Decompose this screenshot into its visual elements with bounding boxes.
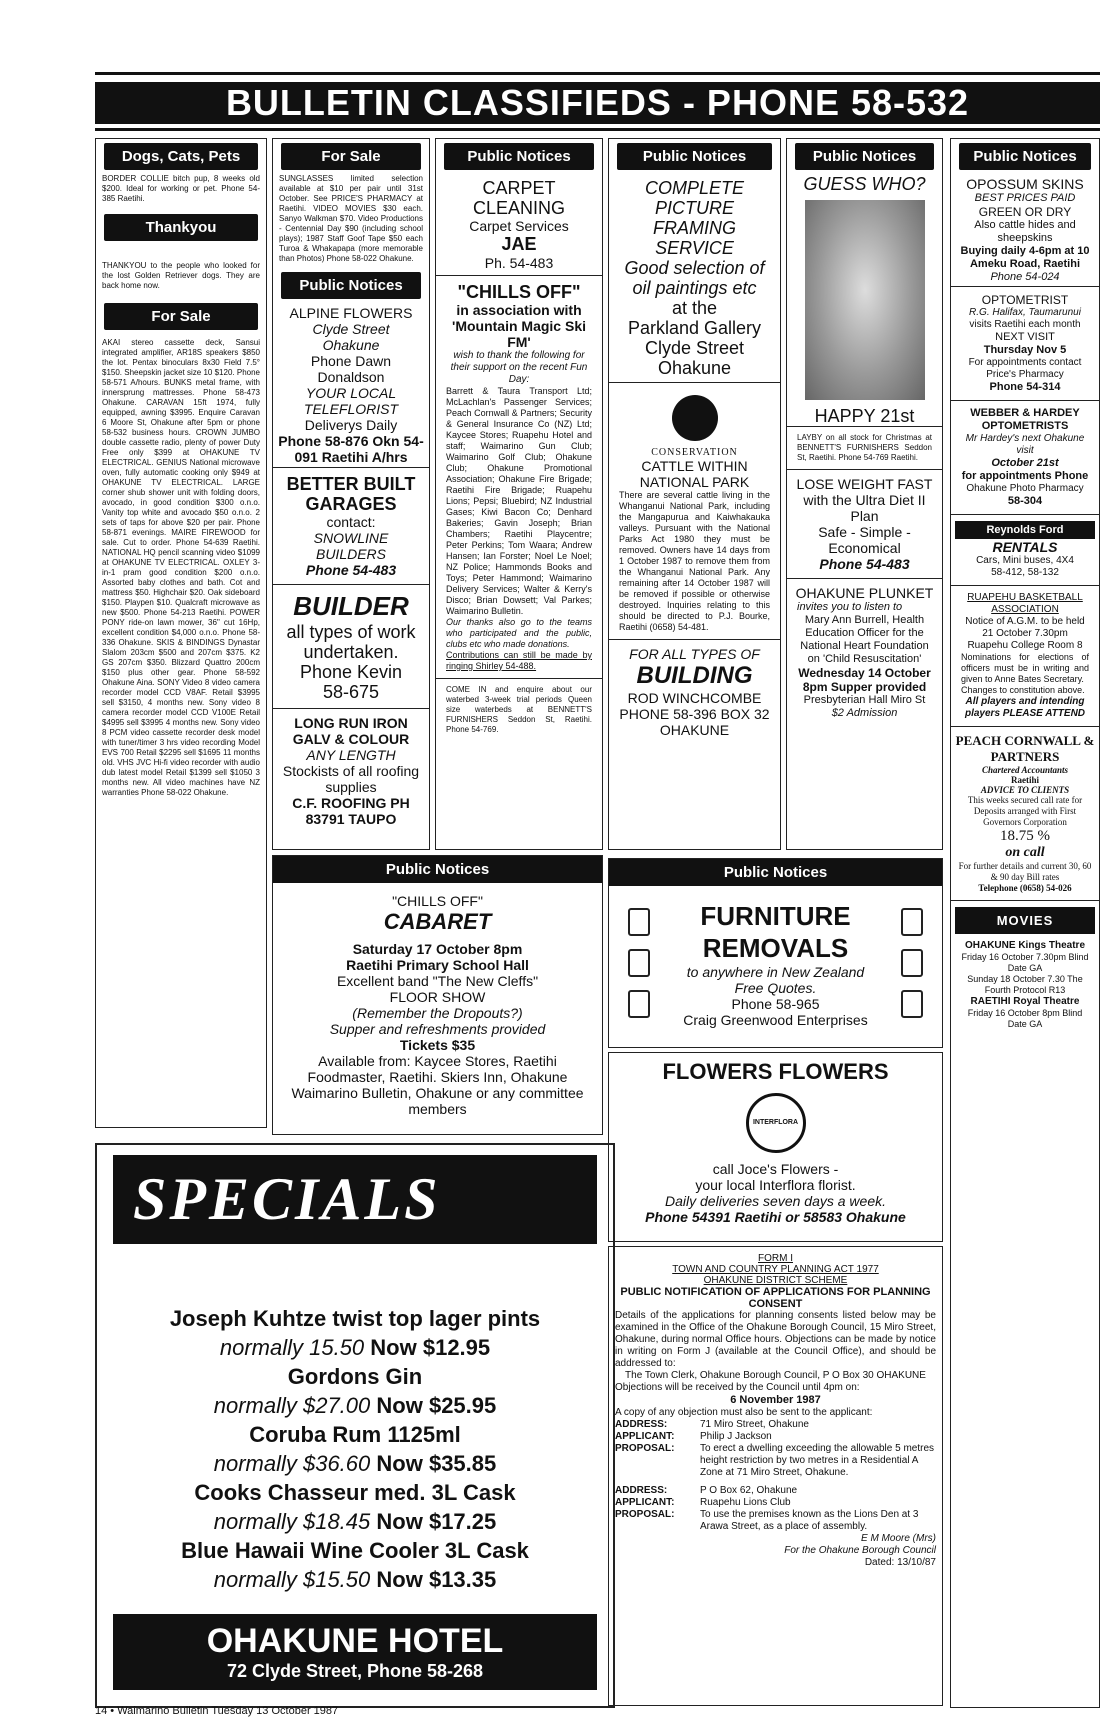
ad-line: Notice of A.G.M. to be held	[965, 616, 1085, 627]
ad-line: 8pm Supper provided	[802, 680, 927, 694]
price-line	[97, 1333, 613, 1362]
section-header: Public Notices	[959, 143, 1091, 170]
planning-notice	[608, 1246, 943, 1706]
long-run-iron-ad	[273, 708, 429, 833]
field-value: Philip J Jackson	[700, 1431, 772, 1442]
new-price: Now $35.85	[376, 1451, 497, 1476]
column-public-notices-2	[608, 138, 781, 850]
field-value: P O Box 62, Ohakune	[700, 1485, 798, 1496]
layby-ad	[787, 426, 942, 469]
ad-line: Phone Kevin	[299, 662, 403, 682]
truck-icon	[901, 990, 923, 1018]
waterbed-ad	[436, 678, 602, 741]
ad-phone: 58-675	[322, 682, 380, 702]
ad-line: Carpet Services	[469, 218, 569, 234]
ad-line: Clyde Street	[312, 321, 390, 337]
ad-title: ALPINE FLOWERS	[289, 305, 413, 321]
ad-line: Raetihi	[1011, 775, 1039, 785]
baby-photo	[805, 200, 925, 400]
table-row	[615, 1497, 936, 1509]
ad-line: For the Ohakune Borough Council	[784, 1545, 936, 1556]
section-header: For Sale	[281, 143, 421, 170]
opossum-skins-ad	[951, 174, 1099, 286]
ad-title: MOVIES	[955, 907, 1095, 934]
reynolds-rentals-ad	[951, 514, 1099, 585]
optometrist-ad	[951, 286, 1099, 400]
ad-phone: Phone 54391 Raetihi or 58583 Ohakune	[645, 1209, 906, 1225]
ad-line: For further details and current 30, 60 & 90 day Bill rates	[958, 861, 1092, 882]
ad-line: invites you to listen to	[797, 601, 903, 613]
column-public-notices-1	[435, 138, 603, 850]
ad-title: LONG RUN IRON GALV & COLOUR	[292, 715, 410, 747]
ad-line: to anywhere in New Zealand	[686, 964, 865, 980]
field-label: APPLICANT:	[615, 1431, 675, 1442]
ad-line: (Remember the Dropouts?)	[352, 1005, 523, 1021]
ad-line: GREEN OR DRY	[978, 205, 1072, 219]
page-title: BULLETIN CLASSIFIEDS - PHONE 58-532	[95, 82, 1100, 124]
conservation-notice	[609, 382, 780, 639]
ad-line: Deliverys Daily	[304, 417, 398, 433]
field-value: To erect a dwelling exceeding the allowable 5 metres height restriction by two metres in a Residential A Zone at 71 Miro Street, Ohakune.	[700, 1443, 935, 1478]
ad-phone: Phone 54-483	[819, 556, 910, 572]
ad-line: The Town Clerk, Ohakune Borough Council, P O Box 30 OHAKUNE	[625, 1370, 926, 1381]
ad-line: October 21st	[991, 457, 1059, 469]
ad-line: for appointments Phone	[961, 470, 1089, 482]
field-label: ADDRESS:	[615, 1485, 668, 1496]
ad-line: Supper and refreshments provided	[329, 1021, 546, 1037]
ad-line: Good selection of oil paintings etc	[624, 258, 765, 298]
ad-title: BETTER BUILT GARAGES	[286, 474, 416, 514]
table-row	[615, 1419, 936, 1431]
carpet-cleaning-ad	[436, 174, 602, 275]
ad-line: Dated: 13/10/87	[864, 1557, 936, 1568]
ad-line: Available from: Kaycee Stores, Raetihi Foodmaster, Raetihi. Skiers Inn, Ohakune Waimarino Bulletin, Ohakune or any committee members	[291, 1053, 584, 1117]
section-header: Public Notices	[273, 856, 602, 883]
section-header: Public Notices	[795, 143, 934, 170]
truck-icons-right	[892, 904, 932, 1027]
ad-line: Parkland Gallery	[627, 318, 762, 338]
ad-line: Cars, Mini buses, 4X4	[976, 555, 1074, 566]
classified-text: There are several cattle living in the Whanganui National Park, including the Mangapurua and Kaiwhakauka valleys. Pursuant with the National Parks Act 1980 they must be removed. Owners have 14 days from 1 October 1987 to remove them from the Whanganui National Park. Any remaining after 14 October 1987 will be removed if possible or otherwise destroyed. Inquiries relating to this should be directed to P.J. Bourke, Raetihi (0658) 54-481.	[619, 490, 770, 632]
ad-title: "CHILLS OFF"	[457, 282, 581, 302]
basketball-notice	[951, 585, 1099, 726]
ad-line: BEST PRICES PAID	[974, 192, 1076, 204]
ad-title: WEBBER & HARDEY OPTOMETRISTS	[970, 407, 1080, 432]
ad-line: Friday 16 October 8pm Blind Date GA	[967, 1008, 1083, 1029]
ad-title: SPECIALS	[113, 1155, 597, 1244]
ad-line: Thursday Nov 5	[983, 344, 1067, 356]
ad-line: Excellent band "The New Cleffs"	[336, 973, 539, 989]
column-forsale-notices	[272, 138, 430, 850]
ad-line: Our thanks also go to the teams who participated and the public, clubs etc who made donations.	[446, 617, 592, 649]
classified-text: BORDER COLLIE bitch pup, 8 weeks old $200. Ideal for working or pet. Phone 54-385 Raetihi.	[102, 174, 260, 203]
ad-line: ANY LENGTH	[306, 747, 396, 763]
product-name: Cooks Chasseur med. 3L Cask	[194, 1480, 516, 1505]
hotel-name: OHAKUNE HOTEL	[206, 1622, 504, 1660]
ad-title: CATTLE WITHIN NATIONAL PARK	[639, 458, 750, 490]
ad-phone: Phone 58-965	[731, 996, 820, 1012]
field-value: To use the premises known as the Lions Den at 3 Arawa Street, as a place of assembly.	[700, 1509, 919, 1532]
ad-line: RAETIHI Royal Theatre	[970, 996, 1080, 1007]
ad-line: All players and intending players PLEASE ATTEND	[964, 696, 1086, 719]
furniture-removals-ad	[608, 858, 943, 1048]
truck-icon	[901, 908, 923, 936]
specials-ad	[95, 1143, 615, 1708]
chills-off-thanks	[436, 275, 602, 678]
ad-line: PUBLIC NOTIFICATION OF APPLICATIONS FOR PLANNING CONSENT	[620, 1286, 931, 1310]
ad-line: Changes to constitution above.	[961, 685, 1085, 695]
classified-text: COME IN and enquire about our waterbed 3-week trial periods Queen size waterbeds at BENNETT'S FURNISHERS Seddon St, Raetihi. Phone 54-769.	[446, 685, 592, 734]
ad-line: Also cattle hides and sheepskins	[974, 219, 1076, 244]
ad-line: YOUR LOCAL TELEFLORIST	[303, 385, 399, 417]
ad-line: TOWN AND COUNTRY PLANNING ACT 1977	[672, 1264, 879, 1275]
ad-line: 18.75 %	[1000, 828, 1050, 844]
ad-line: OHAKUNE Kings Theatre	[964, 940, 1085, 951]
ad-line: Nominations for elections of officers must be in writing and given to Anne Bates Secretary.	[961, 652, 1089, 684]
better-built-ad	[273, 467, 429, 584]
ad-line: This weeks secured call rate for Deposits arranged with First Governors Corporation	[967, 795, 1083, 827]
application-table	[615, 1419, 936, 1533]
ad-line: visits Raetihi each month	[969, 319, 1081, 330]
ad-line: ROD WINCHCOMBE	[627, 690, 762, 706]
ad-line: all types of work undertaken.	[286, 622, 416, 662]
ad-phone: PHONE 58-396 BOX 32 OHAKUNE	[619, 706, 770, 738]
new-price: Now $12.95	[370, 1335, 491, 1360]
ad-line: Objections will be received by the Council until 4pm on:	[615, 1382, 860, 1393]
new-price: Now $13.35	[376, 1567, 497, 1592]
ad-line: Daily deliveries seven days a week.	[665, 1193, 886, 1209]
alpine-flowers-ad	[273, 303, 429, 467]
ad-title: BUILDING	[636, 662, 753, 689]
ad-line: FOR ALL TYPES OF	[629, 646, 760, 662]
ad-title: GUESS WHO?	[803, 174, 926, 194]
ad-phone: Telephone (0658) 54-026	[978, 883, 1072, 893]
ad-line: SNOWLINE BUILDERS	[313, 530, 389, 562]
ad-phone: Phone 54-314	[989, 381, 1061, 393]
ad-phone: Phone 54-024	[990, 271, 1060, 283]
product-name: Coruba Rum 1125ml	[249, 1422, 461, 1447]
ad-line: call Joce's Flowers -	[712, 1161, 839, 1177]
builder-ad	[273, 584, 429, 708]
column-public-notices-3	[786, 138, 943, 850]
ad-line: Craig Greenwood Enterprises	[683, 1012, 868, 1028]
cabaret-notice	[272, 855, 603, 1135]
ad-line: Ohakune	[322, 337, 380, 353]
peach-cornwall-ad	[951, 726, 1099, 900]
ad-title: OHAKUNE PLUNKET	[795, 585, 934, 601]
flowers-ad	[608, 1052, 943, 1242]
price-line	[97, 1391, 613, 1420]
old-price: normally $36.60	[213, 1451, 371, 1476]
product-name: Joseph Kuhtze twist top lager pints	[169, 1306, 541, 1331]
ad-title: PEACH CORNWALL & PARTNERS	[955, 733, 1095, 764]
hotel-address: 72 Clyde Street, Phone 58-268	[226, 1661, 484, 1681]
section-header: Public Notices	[617, 143, 772, 170]
ad-line: OHAKUNE DISTRICT SCHEME	[703, 1275, 848, 1286]
ad-phone: C.F. ROOFING PH 83791 TAUPO	[292, 795, 410, 827]
ad-line: in association with 'Mountain Magic Ski FM'	[451, 302, 586, 350]
sponsor-list: Barrett & Taura Transport Ltd; McLachlan's Passenger Services; Peach Cornwall & Partners; Security & General Insurance Co (NZ) Ltd; Kaycee Stores; Ruapehu Hotel and staff; Waimarino Gun Club; Waimarino Golf Club; Ohakune Club; Ohakune Promotional Association; Ohakune Fire Brigade; Raetihi Fire Brigade; Ruapehu Lions; Pepsi; Bluebird; NZ Industrial Gases; Kiwi Bacon Co; Denhard Bakeries; Gavin Joseph; Brian Chambers; Raetihi Playcentre; Peter Perkins; Tom Waara; Andrew Hansen; Ian Forster; Noel Le Noel; NZ Police; Hammonds Books and Toys; Peter Hammond; Waimarino Delivery Services; Walter & Kerry's Disco; Brian Dowsett; Val Parkes; Waimarino Bulletin.	[446, 386, 592, 616]
ad-title: BUILDER	[293, 591, 409, 621]
ad-line: R.G. Halifax, Taumarunui	[969, 307, 1081, 318]
page-footer: 14 • Waimarino Bulletin Tuesday 13 October 1987	[95, 1705, 339, 1717]
old-price: normally 15.50	[219, 1335, 365, 1360]
ad-title: CABARET	[383, 909, 492, 934]
ad-phone: Phone 58-876 Okn 54-091 Raetihi A/hrs	[278, 433, 424, 465]
ad-line: Safe - Simple - Economical	[818, 524, 911, 556]
section-header: Public Notices	[444, 143, 594, 170]
field-label: PROPOSAL:	[615, 1443, 675, 1454]
truck-icon	[901, 949, 923, 977]
ad-line: your local Interflora florist.	[695, 1177, 856, 1193]
product-name: Gordons Gin	[287, 1364, 423, 1389]
old-price: normally $18.45	[213, 1509, 371, 1534]
ad-title: CARPET CLEANING	[472, 178, 566, 218]
field-value: 71 Miro Street, Ohakune	[700, 1419, 809, 1430]
ad-line: Stockists of all roofing supplies	[282, 763, 420, 795]
ad-line: ADVICE TO CLIENTS	[980, 785, 1070, 795]
table-row	[615, 1431, 936, 1443]
ad-line: Friday 16 October 7.30pm Blind Date GA	[961, 952, 1089, 973]
classified-text: THANKYOU to the people who looked for the lost Golden Retriever dogs. They are back home now.	[102, 261, 260, 290]
column-public-notices-4	[950, 138, 1100, 1708]
ad-line: Wednesday 14 October	[798, 666, 931, 680]
webber-hardey-ad	[951, 400, 1099, 514]
section-header: For Sale	[104, 303, 258, 330]
conservation-logo-icon	[672, 395, 718, 441]
classified-text: LAYBY on all stock for Christmas at BENNETT'S FURNISHERS Seddon St, Raetihi. Phone 54-769 Raetihi.	[797, 433, 932, 462]
ad-title: COMPLETE PICTURE FRAMING SERVICE	[644, 178, 745, 258]
price-line	[97, 1507, 613, 1536]
ad-line: Raetihi Primary School Hall	[346, 957, 529, 973]
ad-phone: Phone 54-483	[305, 562, 397, 578]
new-price: Now $25.95	[376, 1393, 497, 1418]
ad-line: For appointments contact Price's Pharmacy	[968, 357, 1082, 380]
ad-line: "CHILLS OFF"	[392, 893, 483, 909]
ad-title: FLOWERS FLOWERS	[662, 1059, 889, 1084]
price-line	[97, 1565, 613, 1594]
field-label: PROPOSAL:	[615, 1509, 675, 1520]
signature: E M Moore (Mrs)	[861, 1533, 936, 1544]
ad-line: Mary Ann Burrell, Health Education Officer for the National Heart Foundation	[800, 614, 929, 652]
ad-phone: 58-412, 58-132	[991, 567, 1059, 578]
ad-line: FLOOR SHOW	[389, 989, 486, 1005]
ad-line: on call	[1005, 845, 1045, 860]
ad-line: Clyde Street Ohakune	[644, 338, 745, 378]
ad-line: Free Quotes.	[734, 980, 817, 996]
ad-title: FURNITURE REMOVALS	[700, 901, 851, 963]
table-row	[615, 1479, 936, 1497]
section-header: Dogs, Cats, Pets	[104, 143, 258, 170]
price-line	[97, 1449, 613, 1478]
old-price: normally $15.50	[213, 1567, 371, 1592]
picture-framing-ad	[609, 174, 780, 382]
plunket-ad	[787, 578, 942, 726]
ad-line: Contributions can still be made by ringing Shirley 54-488.	[446, 650, 592, 671]
building-ad	[609, 639, 780, 744]
ad-line: NEXT VISIT	[995, 331, 1055, 343]
jae-logo: JAE	[501, 234, 537, 254]
ad-line: at the	[671, 298, 718, 318]
ad-line: CONSERVATION	[651, 447, 738, 458]
ad-line: with the Ultra Diet II Plan	[803, 492, 926, 524]
field-label: ADDRESS:	[615, 1419, 668, 1430]
classified-text: SUNGLASSES limited selection available at $10 per pair until 31st October. See PRICE'S PHARMACY at Raetihi. VIDEO MOVIES $30 each. Sanyo Walkman $70. Video Productions - Centennial Day $90 (including school plays); 1987 Staff Goof Tape $50 each Turoa & Whakapapa (more memorable than Photos) Phone 58-022 Ohakune.	[279, 174, 423, 263]
form-title: FORM I	[758, 1253, 793, 1264]
table-row	[615, 1443, 936, 1479]
old-price: normally $27.00	[213, 1393, 371, 1418]
ad-title: OPOSSUM SKINS	[966, 176, 1084, 192]
hotel-banner	[113, 1614, 597, 1690]
banner-rule	[95, 128, 1100, 131]
ad-line: Saturday 17 October 8pm	[352, 941, 523, 957]
ad-line: Chartered Accountants	[982, 765, 1068, 775]
classified-text: AKAI stereo cassette deck, Sansui integrated amplifier, AR18S speakers $850 the lot. Pentax binoculars 8x30 Field 7.5° $150. Sheepskin jacket size 10 $120. Phone 58-571 A/hours. BUNKS metal frame, with innersprung mattresses. Phone 58-473 Ohakune. CARAVAN 15ft 1974, fully equipped, awning $3995. Enquire Caravan 6 Moore St, Ohakune after 5pm or phone 58-532 business hours. CROWN JUMBO double cassette radio, plenty of power Duty Free only $399 at OHAKUNE TV ELECTRICAL. GENIUS National microwave oven, fully automatic cooking only $949 at OHAKUNE TV ELECTRICAL. LARGE corner shub shower unit with folding doors, avocado, in good condition $300 o.n.o. Vanity top white and avocado $50 o.n.o. 2 sets of taps for above $20 per pair. Phone 58-871 evenings. MAIRE FIREWOOD for sale. Cut to order. Phone 54-639 Raetihi. NATIONAL HQ pencil scanning video $1099 at OHAKUNE TV ELECTRICAL. OXLEY 3-in-1 pram good condition $200 o.n.o. Assorted baby clothes and bath. Cot and mattress $50. Highchair $20. Oak sideboard $150. Playpen $10. Qualcraft microwave as new $500. Phone 54-213 Raetihi. POWER PONY ride-on lawn mower, 36" cut 16Hp, excellent condition $4,000 o.n.o. Phone 58-336 Ohakune. SKIS & BINDINGS Dynastar Slalom 203cm $500 and 207cm $375. K2 GS 207cm $350. Blizzard Quattro 200cm $150 plus other gear. Phone 58-592 Ohakune Aina. SONY Video 8 video camera recorder model CCD V8AF. Retail $3995 sell $3150, 4 months new. Sony video 8 camera recorder model CCD V100E Retail $4995 sell $3995 4 months new. Sony video 8 PCM video cassette recorder desk model with tuner/timer 3 hrs video recording Model EVS 700 Retail $2295 sell $1695 11 months old. VHS JVC Hi-fi video recorder with audio dub latest model Retail $1399 sell $1050 3 months new. All video machines have NZ warranties Phone 58-022 Ohakune.	[102, 338, 260, 797]
ad-line: Sunday 18 October 7.30 The Fourth Protocol R13	[967, 974, 1083, 995]
ad-line: on 'Child Resuscitation'	[807, 653, 922, 665]
ad-line: 6 November 1987	[730, 1394, 821, 1406]
ad-line: contact:	[326, 514, 376, 530]
ad-line: Details of the applications for planning consents listed below may be examined in the Office of the Ohakune Borough Council, 15 Miro Street, Ohakune, during normal Office hours. Objections can be made by notice in writing on Form J (available at the Council Office), and should be addressed to:	[615, 1310, 936, 1369]
ford-logo: Reynolds Ford	[955, 521, 1095, 539]
ad-line: Buying daily 4-6pm at 10 Ameku Road, Raetihi	[960, 245, 1090, 270]
truck-icon	[628, 908, 650, 936]
ad-line: A copy of any objection must also be sent to the applicant:	[615, 1407, 873, 1418]
ad-line: 21 October 7.30pm Ruapehu College Room 8	[967, 628, 1083, 651]
truck-icon	[628, 949, 650, 977]
column-pets-forsale	[95, 138, 267, 1128]
lose-weight-ad	[787, 469, 942, 578]
section-header: Public Notices	[609, 859, 942, 886]
new-price: Now $17.25	[376, 1509, 497, 1534]
ad-line: $2 Admission	[831, 707, 898, 719]
ad-phone: Ph. 54-483	[484, 255, 554, 271]
ad-title: RUAPEHU BASKETBALL ASSOCIATION	[967, 592, 1083, 615]
ad-line: Presbyterian Hall Miro St	[803, 694, 926, 706]
ad-line: Mr Hardey's next Ohakune visit	[965, 433, 1085, 456]
ad-title: HAPPY 21st	[814, 406, 915, 426]
ad-title: RENTALS	[992, 539, 1058, 555]
ad-title: OPTOMETRIST	[981, 293, 1069, 307]
truck-icon	[628, 990, 650, 1018]
section-header: Public Notices	[281, 272, 421, 299]
ad-phone: 58-304	[1007, 495, 1043, 507]
ad-line: wish to thank the following for their support on the recent Fun Day:	[450, 350, 588, 385]
table-row	[615, 1509, 936, 1533]
ad-line: Ohakune Photo Pharmacy	[966, 483, 1084, 494]
field-value: Ruapehu Lions Club	[700, 1497, 791, 1508]
ad-title: LOSE WEIGHT FAST	[796, 476, 933, 492]
movies-ad	[951, 900, 1099, 1036]
ad-line: Tickets $35	[399, 1037, 476, 1053]
top-rule	[95, 72, 1100, 75]
section-header: Thankyou	[104, 214, 258, 241]
ad-line: Phone Dawn Donaldson	[310, 353, 392, 385]
interflora-logo-icon: INTERFLORA	[746, 1093, 806, 1153]
product-name: Blue Hawaii Wine Cooler 3L Cask	[181, 1538, 529, 1563]
field-label: APPLICANT:	[615, 1497, 675, 1508]
truck-icons-left	[619, 904, 659, 1027]
